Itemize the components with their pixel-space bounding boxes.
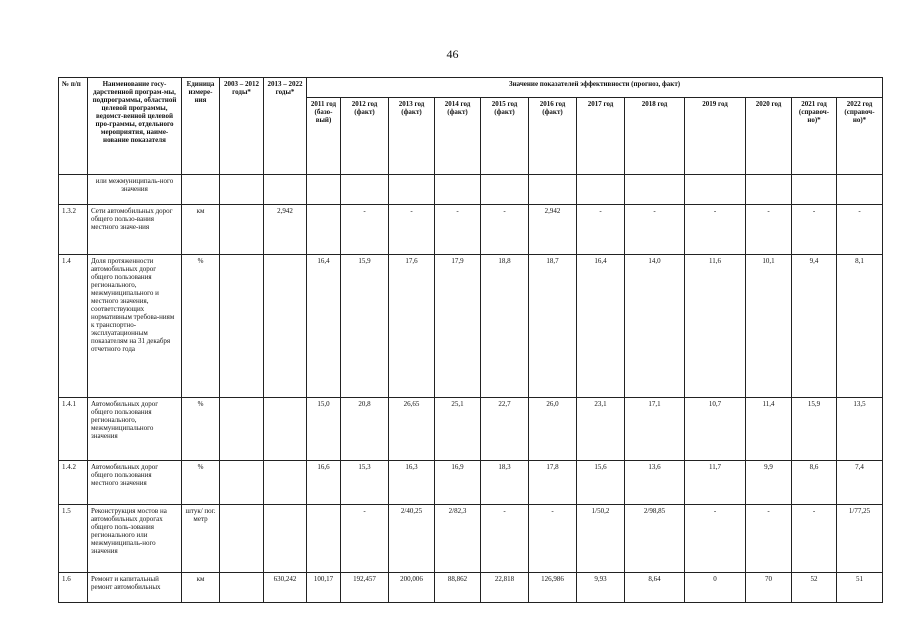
header-year: 2022 год (справоч-но)* (837, 98, 883, 175)
cell: - (341, 505, 389, 573)
row-period2 (264, 255, 307, 398)
cell: 9,93 (577, 573, 625, 603)
row-unit (182, 175, 220, 205)
table-row (59, 505, 883, 573)
header-year: 2011 год (базо-вый) (307, 98, 341, 175)
cell: 2/98,85 (625, 505, 685, 573)
cell: 9,4 (792, 255, 837, 398)
row-period2 (264, 175, 307, 205)
cell: 26,65 (389, 398, 435, 461)
cell: 0 (685, 573, 746, 603)
row-name: или межмуниципаль-ного значения (88, 175, 182, 205)
cell: 8,6 (792, 461, 837, 505)
cell (307, 175, 341, 205)
cell (792, 175, 837, 205)
row-period2 (264, 505, 307, 573)
cell: - (389, 205, 435, 255)
cell: 23,1 (577, 398, 625, 461)
row-period1 (220, 205, 264, 255)
cell (307, 205, 341, 255)
row-period1 (220, 175, 264, 205)
cell: 2/82,3 (435, 505, 481, 573)
cell (625, 175, 685, 205)
cell: 18,3 (481, 461, 529, 505)
cell: 15,9 (792, 398, 837, 461)
page-number: 46 (446, 47, 459, 61)
cell: 26,0 (529, 398, 577, 461)
cell: 16,4 (577, 255, 625, 398)
cell (746, 175, 792, 205)
table-row (59, 255, 883, 398)
row-num: 1.3.2 (59, 205, 88, 255)
row-name: Автомобильных дорог общего пользования местного значения (88, 461, 182, 505)
cell (341, 175, 389, 205)
cell: - (481, 205, 529, 255)
table-row (59, 205, 883, 255)
row-num: 1.4.1 (59, 398, 88, 461)
cell (389, 175, 435, 205)
header-year: 2020 год (746, 98, 792, 175)
cell: 22,818 (481, 573, 529, 603)
header-year: 2017 год (577, 98, 625, 175)
header-year: 2019 год (685, 98, 746, 175)
cell: 9,9 (746, 461, 792, 505)
cell: 22,7 (481, 398, 529, 461)
header-name: Наименование госу-дарственной програм-мы, подпрограммы, областной целевой программы, ведомст-венной целевой про-граммы, отдельного мероприятия, наиме-нование показателя (88, 78, 182, 175)
indicators-table (58, 77, 883, 603)
cell: 16,4 (307, 255, 341, 398)
header-year: 2016 год (факт) (529, 98, 577, 175)
cell: 126,986 (529, 573, 577, 603)
cell: 7,4 (837, 461, 883, 505)
cell: 51 (837, 573, 883, 603)
header-year: 2015 год (факт) (481, 98, 529, 175)
cell: - (625, 205, 685, 255)
cell: 11,7 (685, 461, 746, 505)
cell: 25,1 (435, 398, 481, 461)
cell: - (746, 505, 792, 573)
row-name: Доля протяженности автомобильных дорог общего пользования регионального, межмуниципального и местного значения, соответствующих нормативным требова-ниям к транспортно-эксплуатационным показателям на 31 декабря отчетного года (88, 255, 182, 398)
cell: 1/50,2 (577, 505, 625, 573)
cell (685, 175, 746, 205)
cell: 10,7 (685, 398, 746, 461)
cell: - (341, 205, 389, 255)
cell: 17,9 (435, 255, 481, 398)
cell: 11,4 (746, 398, 792, 461)
cell (577, 175, 625, 205)
cell: 192,457 (341, 573, 389, 603)
row-period1 (220, 573, 264, 603)
cell: - (685, 505, 746, 573)
header-unit: Единица измере-ния (182, 78, 220, 175)
cell: 15,3 (341, 461, 389, 505)
header-year: 2014 год (факт) (435, 98, 481, 175)
row-period2 (264, 398, 307, 461)
cell: 17,8 (529, 461, 577, 505)
cell: 15,6 (577, 461, 625, 505)
row-name: Реконструкция мостов на автомобильных дорогах общего поль-зования регионального или межмуниципаль-ного значения (88, 505, 182, 573)
cell: 1/77,25 (837, 505, 883, 573)
header-year: 2013 год (факт) (389, 98, 435, 175)
cell (481, 175, 529, 205)
cell: 18,8 (481, 255, 529, 398)
cell: 88,862 (435, 573, 481, 603)
cell: 15,9 (341, 255, 389, 398)
table-row (59, 175, 883, 205)
cell: 8,1 (837, 255, 883, 398)
row-period1 (220, 505, 264, 573)
row-unit: % (182, 461, 220, 505)
cell: - (529, 505, 577, 573)
cell: - (577, 205, 625, 255)
cell: 2,942 (529, 205, 577, 255)
row-unit: % (182, 398, 220, 461)
row-unit: штук/ пог. метр (182, 505, 220, 573)
row-period1 (220, 398, 264, 461)
cell (529, 175, 577, 205)
cell: 18,7 (529, 255, 577, 398)
cell: 13,5 (837, 398, 883, 461)
cell: 17,1 (625, 398, 685, 461)
cell: 15,0 (307, 398, 341, 461)
row-num: 1.6 (59, 573, 88, 603)
table-row (59, 461, 883, 505)
header-year: 2018 год (625, 98, 685, 175)
row-unit: км (182, 573, 220, 603)
row-num: 1.4.2 (59, 461, 88, 505)
header-period-2013-2022: 2013 – 2022 годы* (264, 78, 307, 175)
cell: 20,8 (341, 398, 389, 461)
cell: 13,6 (625, 461, 685, 505)
row-period1 (220, 461, 264, 505)
cell: 100,17 (307, 573, 341, 603)
row-name: Автомобильных дорог общего пользования регионального, межмуниципального значения (88, 398, 182, 461)
header-row-1 (59, 78, 883, 98)
cell: 14,0 (625, 255, 685, 398)
cell: 16,9 (435, 461, 481, 505)
cell: 11,6 (685, 255, 746, 398)
row-unit: % (182, 255, 220, 398)
cell (435, 175, 481, 205)
row-num: 1.4 (59, 255, 88, 398)
cell: - (837, 205, 883, 255)
cell: 17,6 (389, 255, 435, 398)
row-period2: 2,942 (264, 205, 307, 255)
cell: 16,6 (307, 461, 341, 505)
table-row (59, 573, 883, 603)
header-year: 2012 год (факт) (341, 98, 389, 175)
cell: 10,1 (746, 255, 792, 398)
cell: - (435, 205, 481, 255)
header-group: Значение показателей эффективности (прогноз, факт) (307, 78, 883, 98)
cell: 200,006 (389, 573, 435, 603)
row-period1 (220, 255, 264, 398)
cell (837, 175, 883, 205)
cell (307, 505, 341, 573)
cell: 2/40,25 (389, 505, 435, 573)
cell: 70 (746, 573, 792, 603)
cell: - (792, 205, 837, 255)
row-unit: км (182, 205, 220, 255)
row-num: 1.5 (59, 505, 88, 573)
row-period2 (264, 461, 307, 505)
cell: 52 (792, 573, 837, 603)
header-period-2003-2012: 2003 – 2012 годы* (220, 78, 264, 175)
row-num (59, 175, 88, 205)
row-period2: 630,242 (264, 573, 307, 603)
cell: - (685, 205, 746, 255)
cell: 8,64 (625, 573, 685, 603)
cell: - (481, 505, 529, 573)
header-num: № п/п (59, 78, 88, 175)
row-name: Сети автомобильных дорог общего пользо-вания местного значе-ния (88, 205, 182, 255)
cell: 16,3 (389, 461, 435, 505)
header-year: 2021 год (справоч-но)* (792, 98, 837, 175)
table-row (59, 398, 883, 461)
row-name: Ремонт и капитальный ремонт автомобильных (88, 573, 182, 603)
cell: - (792, 505, 837, 573)
cell: - (746, 205, 792, 255)
